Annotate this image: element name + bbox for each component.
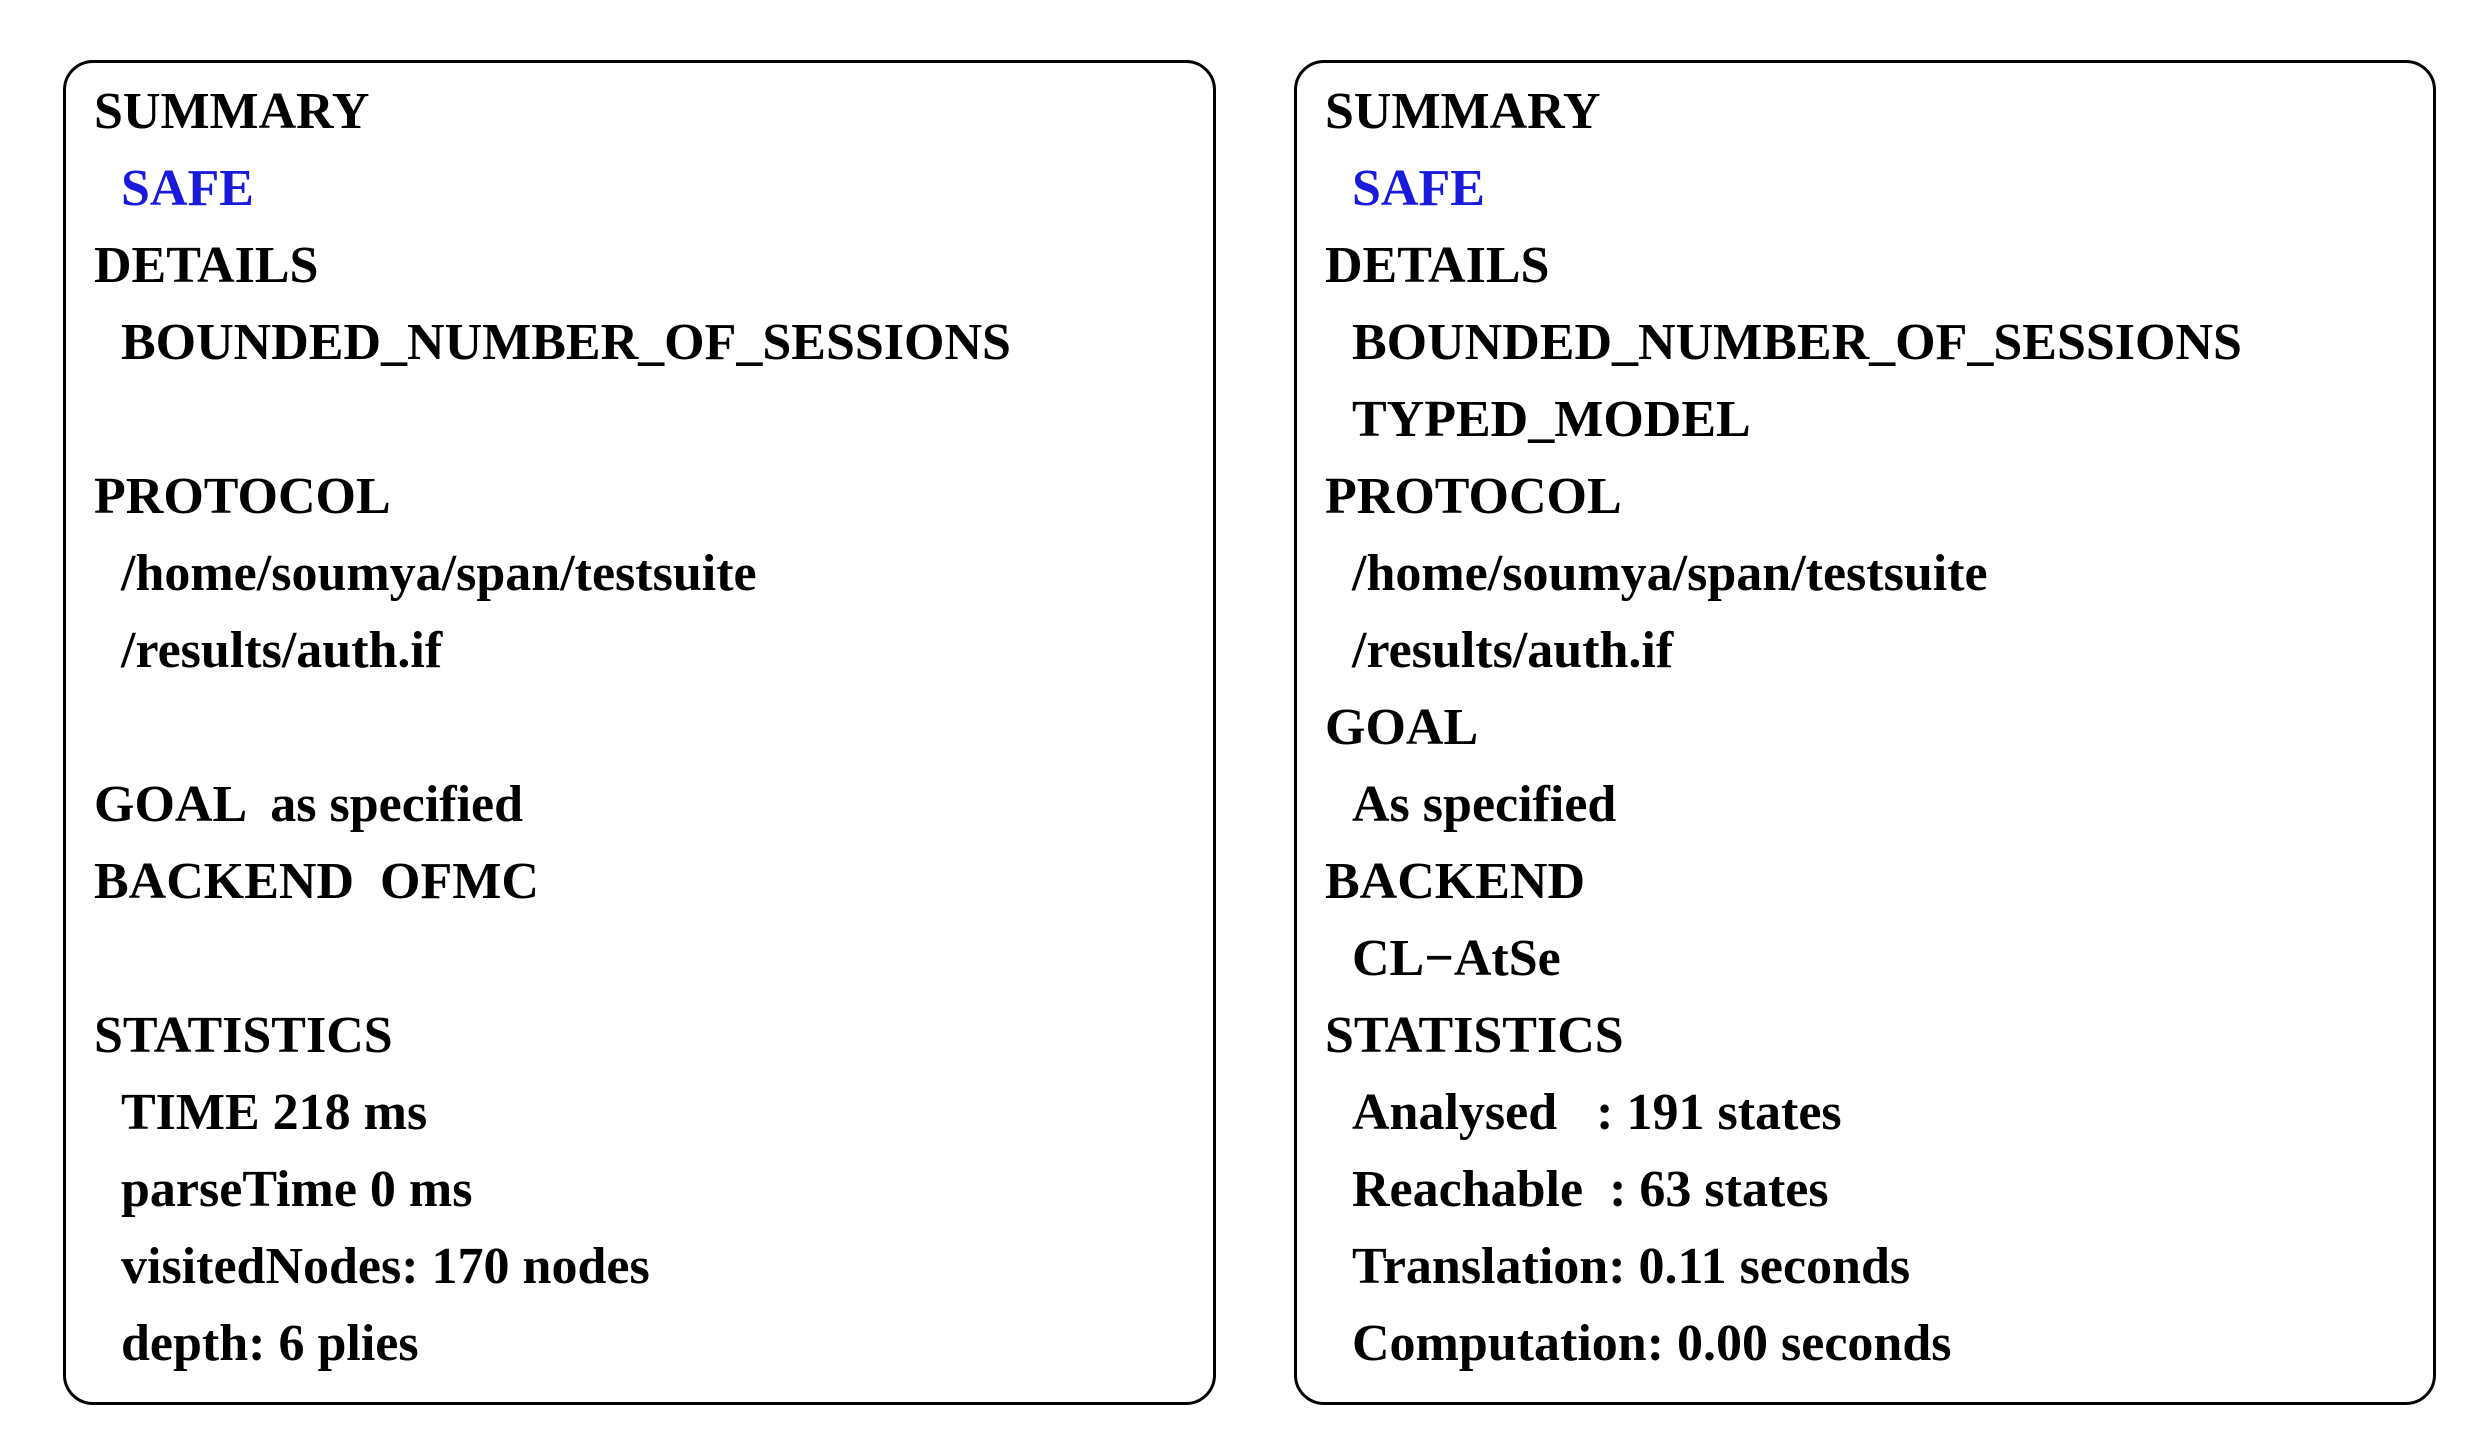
summary-heading: SUMMARY [94,83,370,140]
protocol-path-line2: /results/auth.if [1352,622,1674,679]
protocol-path-line2: /results/auth.if [121,622,443,679]
statistics-heading: STATISTICS [94,1007,393,1064]
backend-value: CL−AtSe [1352,930,1561,987]
stat-visited-nodes: visitedNodes: 170 nodes [121,1238,650,1295]
details-heading: DETAILS [1325,237,1550,294]
summary-status-safe: SAFE [1352,160,1485,217]
ofmc-results-panel [63,60,1216,1405]
protocol-path-line1: /home/soumya/span/testsuite [1352,545,1988,602]
details-value-bounded-sessions: BOUNDED_NUMBER_OF_SESSIONS [1352,314,2242,371]
goal-value: As specified [1352,776,1617,833]
stat-parse-time: parseTime 0 ms [121,1161,473,1218]
stat-computation: Computation: 0.00 seconds [1352,1315,1952,1372]
summary-status-safe: SAFE [121,160,254,217]
stat-time: TIME 218 ms [121,1084,428,1141]
stat-analysed: Analysed : 191 states [1352,1084,1842,1141]
stat-reachable: Reachable : 63 states [1352,1161,1829,1218]
details-heading: DETAILS [94,237,319,294]
statistics-heading: STATISTICS [1325,1007,1624,1064]
protocol-path-line1: /home/soumya/span/testsuite [121,545,757,602]
backend-line: BACKEND OFMC [94,853,539,910]
goal-line: GOAL as specified [94,776,524,833]
protocol-heading: PROTOCOL [94,468,391,525]
summary-heading: SUMMARY [1325,83,1601,140]
stat-translation: Translation: 0.11 seconds [1352,1238,1911,1295]
protocol-heading: PROTOCOL [1325,468,1622,525]
backend-heading: BACKEND [1325,853,1586,910]
cl-atse-results-panel [1294,60,2436,1405]
details-value: BOUNDED_NUMBER_OF_SESSIONS [121,314,1011,371]
details-value-typed-model: TYPED_MODEL [1352,391,1751,448]
goal-heading: GOAL [1325,699,1479,756]
stat-depth: depth: 6 plies [121,1315,419,1372]
